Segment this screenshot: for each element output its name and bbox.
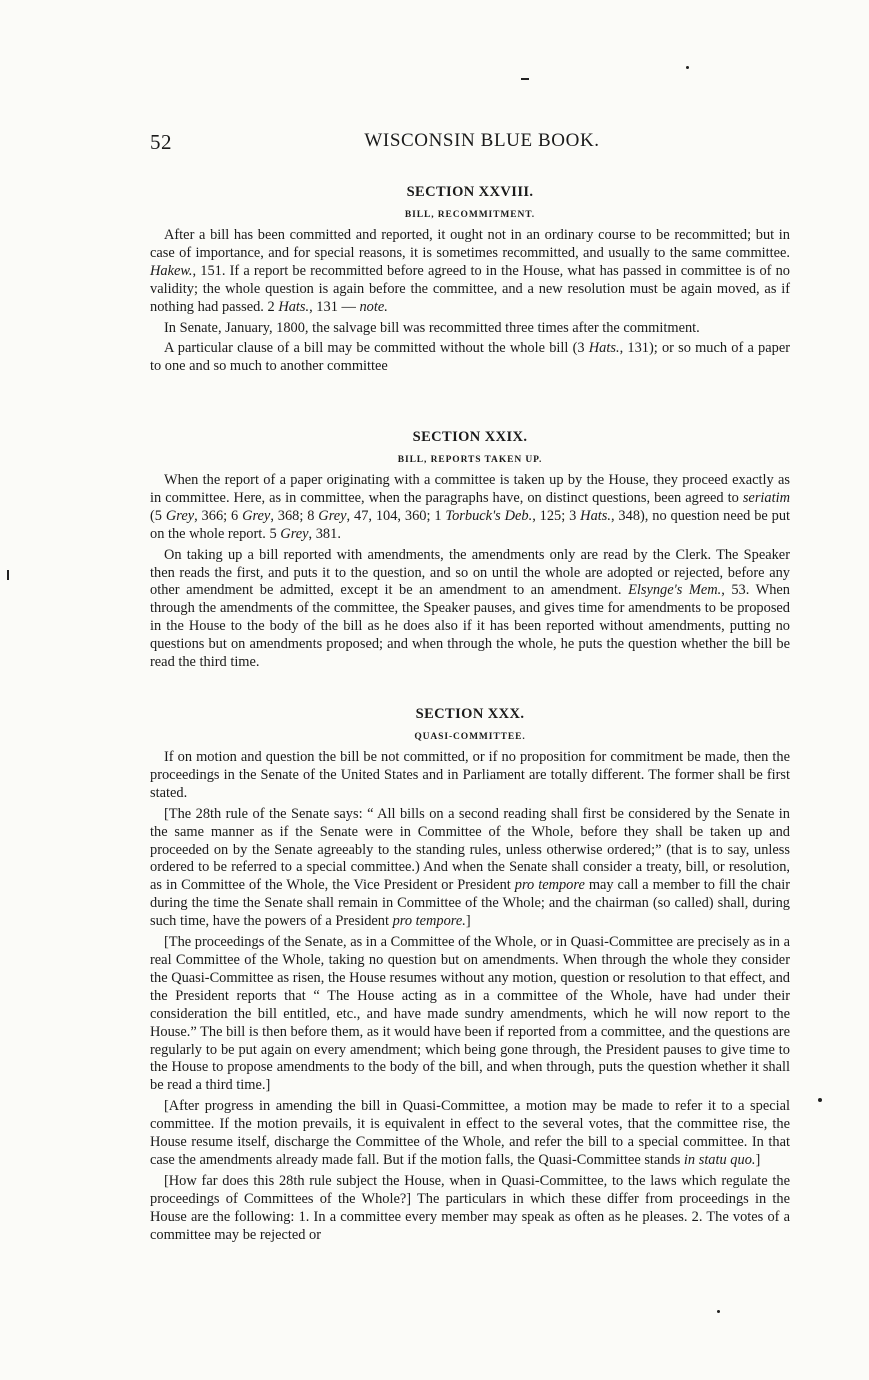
section-subtitle: BILL, RECOMMITMENT. <box>404 210 536 220</box>
scan-dash-mark <box>521 78 529 80</box>
italic-citation: Grey <box>242 507 271 524</box>
italic-citation: pro tempore. <box>392 913 466 930</box>
italic-citation: seriatim <box>742 489 790 506</box>
paragraph: In Senate, January, 1800, the salvage bill was recommitted three times after the commitment. <box>164 319 700 336</box>
paragraph: When the report of a paper originating with a committee is taken up by the House, they proceed exactly as in committee. Here, as in committee, when the paragraphs have, on distinct questions, been agreed to seriatim (5 Grey, 366; 6 Grey, 368; 8 Grey, 47, 104, 360; 1 Torbuck's Deb., 125; 3 Hats., 348), no question need be put on the whole report. 5 Grey, 381. <box>150 472 791 542</box>
italic-citation: Grey <box>280 525 309 542</box>
scan-dot-mark <box>686 66 689 69</box>
paragraph: On taking up a bill reported with amendments, the amendments only are read by the Clerk. The Speaker then reads the first, and puts it to the question, and so on until the whole are adopted or rejected, before any other amendment be admitted, except it be an amendment to an amendment. Elsynge's Mem., 53. When through the amendments of the committee, the Speaker pauses, and gives time for amendments to be proposed in the House to the body of the bill as he does also if it has been reported without amendments, putting no questions but on amendments proposed; and when through the whole, he puts the question whether the bill be read the third time. <box>150 546 790 671</box>
running-head: WISCONSIN BLUE BOOK. <box>364 130 600 151</box>
italic-citation: Hakew. <box>150 262 193 279</box>
paragraph: After a bill has been committed and reported, it ought not in an ordinary course to be recommitted; but in case of importance, and for special reasons, it is sometimes recommitted, and usually to the same committee. Hakew., 151. If a report be recommitted before agreed to in the House, what has passed in committee is of no validity; the whole question is again before the committee, and a new resolution must be again moved, as if nothing had passed. 2 Hats., 131 — note. <box>150 227 790 315</box>
italic-citation: pro tempore <box>514 877 585 894</box>
page-header <box>150 128 790 158</box>
paragraph: If on motion and question the bill be not committed, or if no proposition for commitment be made, then the proceedings in the Senate of the United States and in Parliament are totally different. The former shall be first stated. <box>150 749 790 801</box>
section-subtitle: BILL, REPORTS TAKEN UP. <box>397 455 543 465</box>
scan-dash-mark <box>7 570 9 580</box>
italic-citation: in statu quo. <box>683 1151 756 1168</box>
paragraph: [After progress in amending the bill in Quasi-Committee, a motion may be made to refer it to a special committee. If the motion prevails, it is equivalent in effect to the several votes, that the committee rise, the House resume itself, discharge the Committee of the Whole, and refer the bill to a special committee. In that case the amendments already made fall. But if the motion falls, the Quasi-Committee stands in statu quo.] <box>150 1098 790 1168</box>
italic-citation: Grey <box>165 507 195 524</box>
page-number: 52 <box>150 130 172 154</box>
italic-citation: Torbuck's Deb. <box>445 507 533 524</box>
scan-dot-mark <box>818 1098 822 1102</box>
section-title: SECTION XXVIII. <box>406 184 534 200</box>
section-title: SECTION XXIX. <box>412 429 528 445</box>
paragraph: [How far does this 28th rule subject the House, when in Quasi-Committee, to the laws which regulate the proceedings of Committees of the Whole?] The particulars in which these differ from proceedings in the House are the following: 1. In a committee every member may speak as often as he pleases. 2. The votes of a committee may be rejected or <box>150 1172 790 1243</box>
section-subtitle: QUASI-COMMITTEE. <box>414 732 526 742</box>
paragraph: [The proceedings of the Senate, as in a Committee of the Whole, or in Quasi-Committee are precisely as in a real Committee of the Whole, taking no question but on amendments. When through the whole they consider the Quasi-Committee as risen, the House resumes without any motion, question or resolution to that effect, and the President reports that “ The House acting as in a committee of the Whole, have had under their consideration the bill entitled, etc., and have made sundry amendments, which he will now report to the House.” The bill is then before them, as it would have been if reported from a committee, and the questions are regularly to be put again on every amendment; which being gone through, the President pauses to give time to the House to propose amendments to the body of the bill, and when through, puts the question whether it shall be read a third time.] <box>150 934 790 1094</box>
section-xxviii <box>150 183 790 376</box>
section-xxx <box>150 705 790 1244</box>
section-title: SECTION XXX. <box>415 706 525 722</box>
italic-citation: Hats. <box>588 340 620 357</box>
section-xxix <box>150 428 790 672</box>
italic-citation: Hats. <box>580 507 611 524</box>
italic-citation: Grey <box>318 507 347 524</box>
italic-citation: note. <box>359 298 388 315</box>
italic-citation: Elsynge's Mem. <box>628 582 722 599</box>
paragraph: A particular clause of a bill may be committed without the whole bill (3 Hats., 131); or so much of a paper to one and so much to another committee <box>150 340 790 375</box>
scan-dot-mark <box>717 1310 720 1313</box>
italic-citation: Hats. <box>278 298 310 315</box>
paragraph: [The 28th rule of the Senate says: “ All bills on a second reading shall first be considered by the Senate in the same manner as if the Senate were in Committee of the Whole, before they shall be taken up and proceeded on by the Senate agreeably to the standing rules, unless otherwise ordered;” (that is to say, unless ordered to be referred to a special committee.) And when the Senate shall consider a treaty, bill, or resolution, as in Committee of the Whole, the Vice President or President pro tempore may call a member to fill the chair during the time the Senate shall remain in Committee of the Whole; and the chairman (so called) shall, during such time, have the powers of a President pro tempore.] <box>150 805 790 930</box>
